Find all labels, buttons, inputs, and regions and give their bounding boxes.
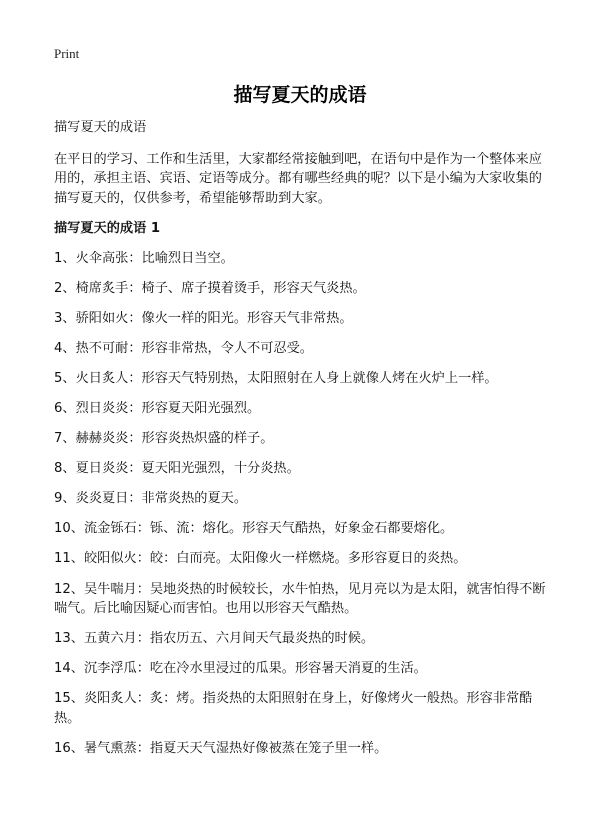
list-item: 7、赫赫炎炎：形容炎热炽盛的样子。 [54,431,274,447]
list-item: 16、暑气熏蒸：指夏天天气湿热好像被蒸在笼子里一样。 [54,740,388,756]
list-item: 12、吴牛喘月：吴地炎热的时候较长，水牛怕热，见月亮以为是太阳，就害怕得不断喘气。后比喻因疑心而害怕。也用以形容天气酷热。 [54,581,546,617]
list-item: 1、火伞高张：比喻烈日当空。 [54,250,234,266]
list-item: 4、热不可耐：形容非常热，令人不可忍受。 [54,340,313,356]
list-item: 13、五黄六月：指农历五、六月间天气最炎热的时候。 [54,631,375,647]
list-item: 2、椅席炙手：椅子、席子摸着烫手，形容天气炎热。 [54,280,366,296]
list-item: 15、炎阳炙人：炙：烤。指炎热的太阳照射在身上，好像烤火一般热。形容非常酷热。 [54,691,533,726]
list-item: 14、沉李浮瓜：吃在冷水里浸过的瓜果。形容暑天消夏的生活。 [54,661,427,677]
list-item: 5、火日炙人：形容天气特别热，太阳照射在人身上就像人烤在火炉上一样。 [54,370,498,386]
section-heading: 描写夏天的成语 1 [54,221,161,236]
list-item: 11、皎阳似火：皎：白而亮。太阳像火一样燃烧。多形容夏日的炎热。 [54,551,467,567]
list-item: 6、烈日炎炎：形容夏天阳光强烈。 [54,400,261,416]
list-item: 8、夏日炎炎：夏天阳光强烈，十分炎热。 [54,461,300,477]
document-body [54,118,554,769]
print-label: Print [54,46,80,61]
intro-paragraph: 在平日的学习、工作和生活里，大家都经常接触到吧，在语句中是作为一个整体来应用的，承担主语、宾语、定语等成分。都有哪些经典的呢？以下是小编为大家收集的描写夏天的，仅供参考，希望能够帮助到大家。 [54,151,542,206]
list-item: 3、骄阳如火：像火一样的阳光。形容天气非常热。 [54,310,353,326]
list-item: 9、炎炎夏日：非常炎热的夏天。 [54,491,248,507]
document-subtitle: 描写夏天的成语 [54,120,147,135]
page-title: 描写夏天的成语 [233,84,367,106]
list-item: 10、流金铄石：铄、流：熔化。形容天气酷热，好象金石都要熔化。 [54,521,454,537]
idiom-list [54,249,554,759]
